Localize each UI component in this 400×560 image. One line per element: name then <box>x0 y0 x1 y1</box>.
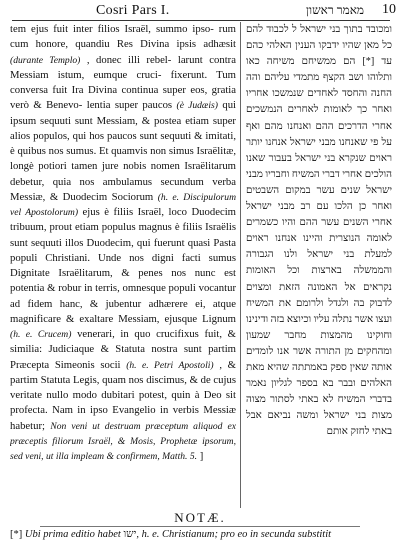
header-rule <box>12 20 390 21</box>
latin-text-run: venerari, in quo crucifixus fuit, & similia: Judiciaque & Statuta nostra sunt partim Præcepta Simeonis socii <box>10 328 236 371</box>
latin-text-run: fixerunt. Tum conversa fuit Ira Divina <box>10 68 236 96</box>
page-number: 10 <box>382 2 396 17</box>
latin-text-run: adhæsit <box>203 38 236 51</box>
latin-text-run: ejus è filiis Israël, loco Duodecim tribuum, prout etiam populus magnus è filiis Israëlis sunt sequuti illos Duodecim, qui fuerunt quasi Pasta populi Christiani. Unde nos digni facti sumus Dignitate Israëlitarum, & penes nos nunc est potentia & robur in terris, omnesque populi vocantur ad fidem hanc, & jubentur adhærere ei, atque magnificare & exaltare Messiam, ejusque Lignum <box>10 206 236 325</box>
latin-running-title: Cosri Pars I. <box>96 3 170 18</box>
latin-text-run: rum cum honore, quandiu Res Divina ipsis <box>10 23 236 51</box>
latin-text-run: populos, qui hos paucos sunt sequuti & imitati, è quibus nos sumus. Et quamvis non simus Israëlitæ, longè potiori tamen jure nobis nomen Israëlitarum debetur, quia nos ambulamus secundum verba Messiæ, & Duodecim Sociorum <box>10 129 236 203</box>
footnote-text-before: Ubi prima editio habet <box>24 529 121 540</box>
latin-text-column <box>10 22 236 510</box>
footnote-hebrew-word: ישו <box>123 529 137 540</box>
footnote <box>10 528 394 542</box>
footnote-marker: [*] <box>10 529 23 540</box>
latin-text-run: continua super eos, gratia verò & Benevo- <box>10 84 236 112</box>
latin-text-run: lentia super paucos <box>86 99 177 112</box>
latin-italic-gloss: (è Judæis) <box>176 100 218 112</box>
latin-italic-gloss: (h. e. Discipulorum vel Apostolorum) <box>10 191 236 218</box>
latin-text-run: , & partim Statuta Legis, quam nos discimus, & de cujus veritate nullo modo dubitari potest, quin à Deo sit profecta. Nam in ipso Evangelio in verbis Messiæ habetur; <box>10 358 236 432</box>
hebrew-running-title: מאמר ראשון <box>306 3 365 17</box>
latin-italic-gloss: Non veni ut destruam præceptum aliquod ex præceptis filiorum Israël, & Mosis, Prophetæ ipsorum, sed veni, ut illa impleam & confirmem, Matth. 5. <box>10 420 236 462</box>
latin-italic-gloss: (h. e. Crucem) <box>10 329 72 340</box>
notes-rule <box>40 526 360 527</box>
notes-heading: NOTÆ. <box>174 510 226 525</box>
latin-italic-gloss: (durante Templo) <box>10 54 81 66</box>
latin-text-run: , donec illi rebel- <box>86 53 172 66</box>
latin-text-run: ] <box>199 450 204 462</box>
column-divider <box>240 22 241 508</box>
latin-text-run: tem ejus fuit inter filios Israël, summo ipso- <box>10 23 214 35</box>
latin-text-run: sunt Messiam, & postea etiam super alios <box>10 114 236 142</box>
running-header <box>10 2 398 20</box>
hebrew-text-column: ומכובד בתוך בני ישראל ל לכבוד להם כל מאן שהיו ידבקו הענין האלהי כהם עד [*] הם ממשיחם משיחה כאו ותלוהו ושב הקצף מתמדי עליהם והה החנה והחסד לאחדים שנמשכו אחריו ואחר כך לאומות לאחרים הנמשכים אחרי הדרכים ההם ואנחנו מהם ואף על פי שאנחנו מבני ישראל אנחנו יותר ראוים שנקרא בני ישראל בעבור שאנו הולכים אחרי דברי המשיח וחבריו מבני ישראל שנים עשר במקום השבטים ואחר כן הלכו עם רב מבני ישראל אחרי השנים עשר ההם והיו כשמרים לאומה הנוצרית והיינו אנחנו ראוים למעלת בני ישראל ולנו הגבורה והממשלה בארצות וכל האומות נקראים אל האמונה הזאת ומצוים לדבוק בה ולגדל ולרומם את המשיח ועצו אשר נתלה עליו וכיוצא בזה ודינינו וחוקינו מהמצות מחבר שמעון ומהחקים מן התורה אשר אנו לומדים אותה שאין ספק באמתתה שהיא מאת האלהים ובבר בא בספר לגליון נאמר בדברי המשיח לא באתי לסתור מצוה מצות בני ישראל ומשה נביאם אבל באתי לחזק אותם <box>246 24 392 438</box>
latin-text-run: qui ipsum sequuti <box>10 99 236 127</box>
latin-italic-gloss: (h. e. Petri Apostoli) <box>126 359 214 371</box>
footnote-text-after: , h. e. Christianum; pro eo in secunda substitit <box>136 529 332 540</box>
latin-text-run: larunt contra Messiam istum, eumque cruci- <box>10 53 236 81</box>
